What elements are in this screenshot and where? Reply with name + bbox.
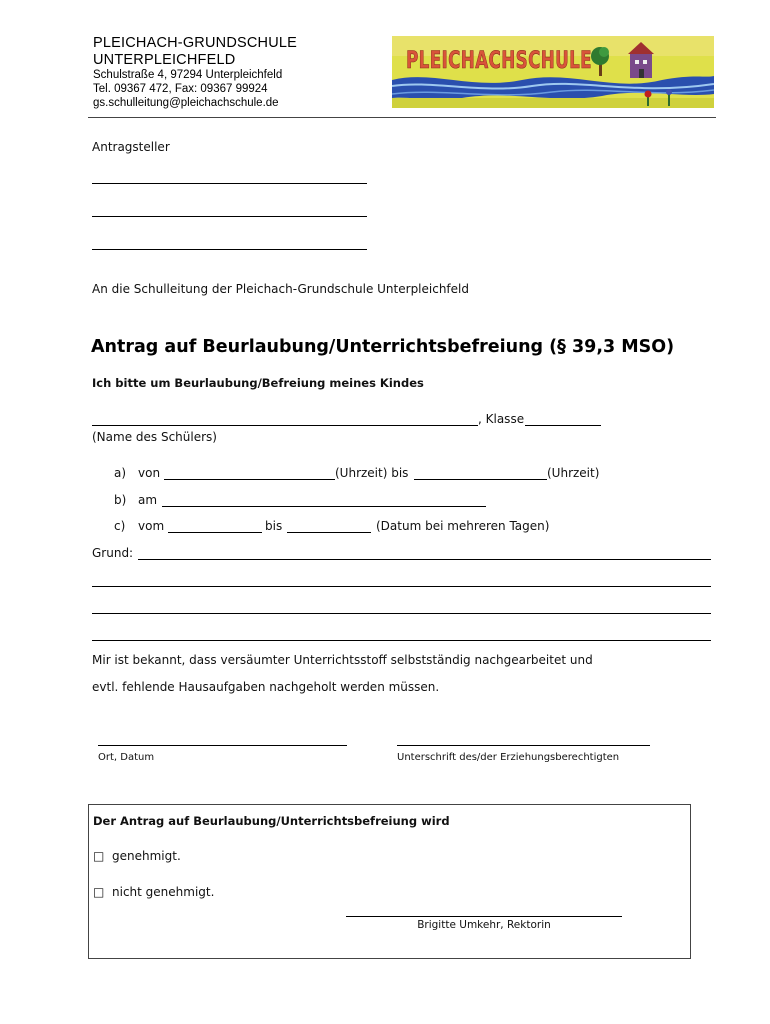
option-c-bis: bis	[265, 519, 283, 533]
option-c-date-to-field[interactable]	[287, 532, 371, 533]
reason-label: Grund:	[92, 546, 134, 560]
recipient-line: An die Schulleitung der Pleichach-Grundschule Unterpleichfeld	[92, 282, 469, 296]
option-a-time-label-2: (Uhrzeit)	[547, 466, 600, 480]
rejected-checkbox[interactable]: □	[93, 885, 105, 899]
reason-line-3[interactable]	[92, 613, 711, 614]
option-c-vom: vom	[138, 519, 165, 533]
header-divider	[88, 117, 716, 118]
option-a-marker: a)	[114, 466, 127, 480]
student-name-field[interactable]	[92, 425, 478, 426]
school-address: Schulstraße 4, 97294 Unterpleichfeld	[93, 69, 283, 81]
reason-line-4[interactable]	[92, 640, 711, 641]
approved-label: genehmigt.	[112, 849, 181, 863]
option-b-marker: b)	[114, 493, 127, 507]
decision-heading: Der Antrag auf Beurlaubung/Unterrichtsbefreiung wird	[93, 814, 450, 828]
applicant-label: Antragsteller	[92, 140, 170, 154]
class-label: , Klasse	[478, 412, 525, 426]
option-b-am: am	[138, 493, 158, 507]
applicant-line-3[interactable]	[92, 249, 367, 250]
option-a-time-from-field[interactable]	[164, 479, 335, 480]
student-name-hint: (Name des Schülers)	[92, 430, 217, 444]
place-date-label: Ort, Datum	[98, 752, 155, 763]
school-phone: Tel. 09367 472, Fax: 09367 99924	[93, 83, 268, 95]
principal-signature-field[interactable]	[346, 916, 622, 917]
logo-wordmark: PLEICHACHSCHULE	[406, 46, 592, 74]
reason-line-1[interactable]	[138, 559, 711, 560]
school-name-line1: PLEICHACH-GRUNDSCHULE	[93, 35, 298, 51]
notice-line-1: Mir ist bekannt, dass versäumter Unterrichtsstoff selbstständig nachgearbeitet und	[92, 653, 593, 667]
option-b-date-field[interactable]	[162, 506, 486, 507]
applicant-line-2[interactable]	[92, 216, 367, 217]
school-name-line2: UNTERPLEICHFELD	[93, 52, 236, 68]
approved-checkbox[interactable]: □	[93, 849, 105, 863]
option-a-time-label-1: (Uhrzeit) bis	[335, 466, 409, 480]
rejected-label: nicht genehmigt.	[112, 885, 215, 899]
option-c-date-from-field[interactable]	[168, 532, 262, 533]
school-name	[93, 35, 297, 69]
class-field[interactable]	[525, 425, 601, 426]
notice-line-2: evtl. fehlende Hausaufgaben nachgeholt werden müssen.	[92, 680, 440, 694]
applicant-line-1[interactable]	[92, 183, 367, 184]
principal-name: Brigitte Umkehr, Rektorin	[417, 919, 551, 931]
option-a-von: von	[138, 466, 161, 480]
guardian-signature-label: Unterschrift des/der Erziehungsberechtigten	[397, 752, 620, 763]
request-intro: Ich bitte um Beurlaubung/Befreiung meines Kindes	[92, 376, 424, 390]
guardian-signature-field[interactable]	[397, 745, 650, 746]
option-c-note: (Datum bei mehreren Tagen)	[376, 519, 550, 533]
option-c-marker: c)	[114, 519, 126, 533]
reason-line-2[interactable]	[92, 586, 711, 587]
form-title: Antrag auf Beurlaubung/Unterrichtsbefreiung (§ 39,3 MSO)	[91, 337, 675, 357]
school-logo	[392, 36, 714, 108]
school-email: gs.schulleitung@pleichachschule.de	[93, 97, 279, 109]
school-contact	[93, 68, 282, 110]
place-date-field[interactable]	[98, 745, 347, 746]
option-a-time-to-field[interactable]	[414, 479, 547, 480]
